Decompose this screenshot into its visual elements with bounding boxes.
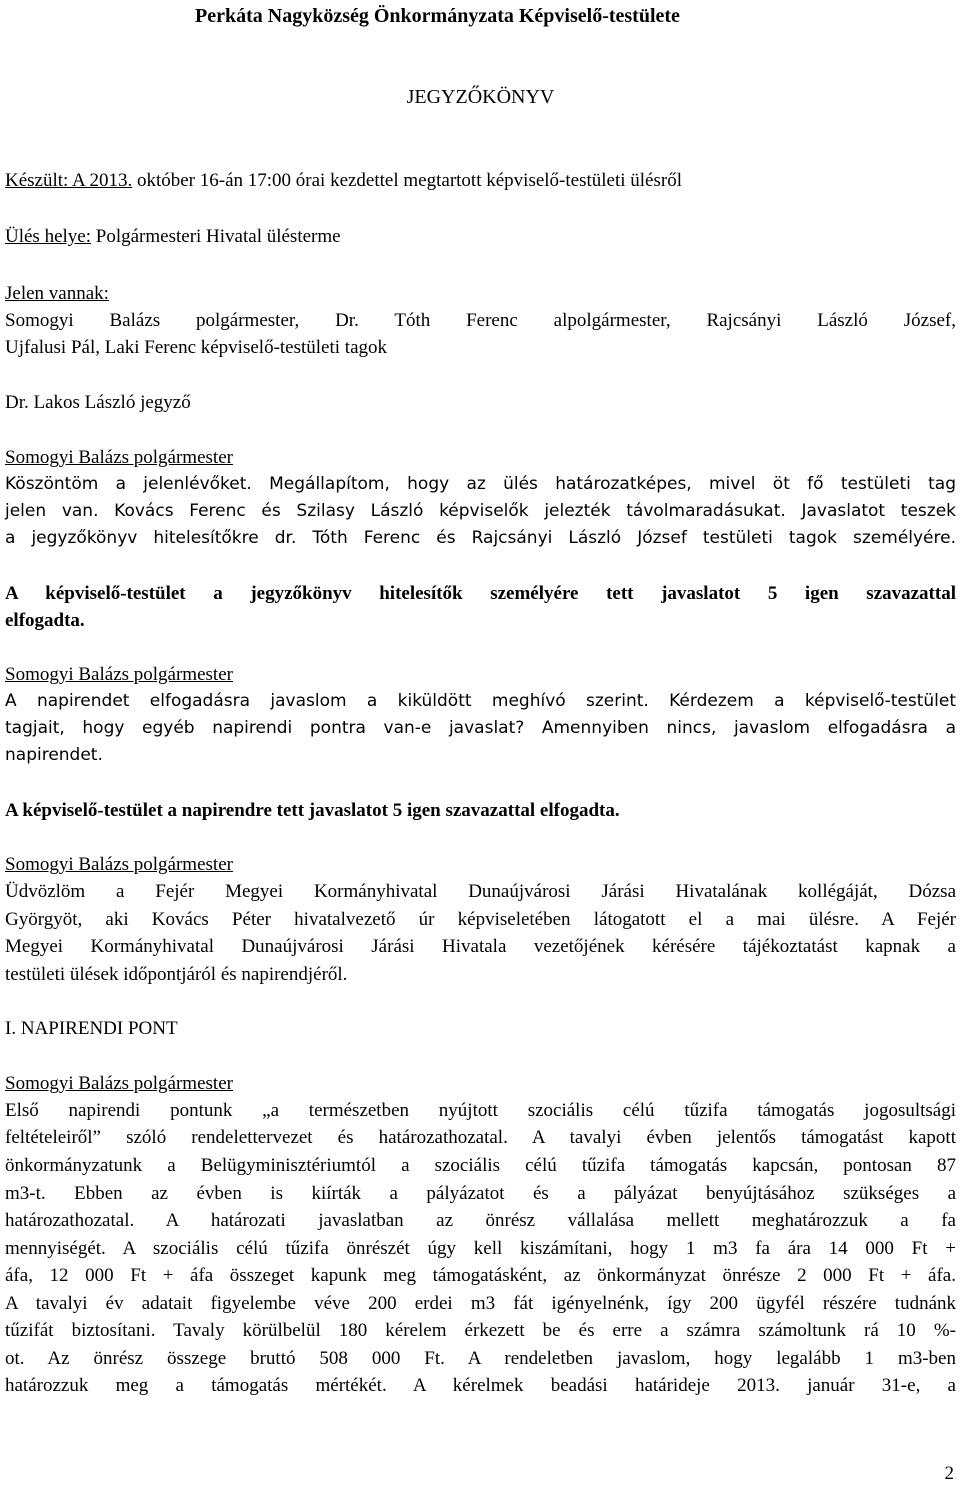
section-heading: I. NAPIRENDI PONT <box>5 1018 178 1039</box>
paragraph-line: ot. Az önrész összege bruttó 508 000 Ft. A rendeletben javaslom, hogy legalább 1 m3-ben <box>5 1348 956 1369</box>
decision-line: A képviselő-testület a jegyzőkönyv hitelesítők személyére tett javaslatot 5 igen szavazattal <box>5 583 956 604</box>
paragraph-line: A tavalyi év adatait figyelembe véve 200 erdei m3 fát igényelnénk, így 200 ügyfél részére tudnánk <box>5 1293 956 1314</box>
created-line <box>5 167 956 194</box>
paragraph-line: jelen van. Kovács Ferenc és Szilasy László képviselők jelezték távolmaradásukat. Javaslatot teszek <box>5 501 956 521</box>
paragraph-line: önkormányzatunk a Belügyminisztériumtól a szociális célú tűzifa támogatás kapcsán, pontosan 87 <box>5 1155 956 1176</box>
decision-line: elfogadta. <box>5 610 85 631</box>
paragraph-line: napirendet. <box>5 745 103 765</box>
paragraph-line: határozzuk meg a támogatás mértékét. A kérelmek beadási határideje 2013. január 31-e, a <box>5 1375 956 1396</box>
speaker-heading: Somogyi Balázs polgármester <box>5 664 233 685</box>
document-header: Perkáta Nagyközség Önkormányzata Képviselő-testülete <box>195 5 680 27</box>
paragraph-line: áfa, 12 000 Ft + áfa összeget kapunk meg támogatásként, az önkormányzat önrésze 2 000 Ft + áfa. <box>5 1265 956 1286</box>
venue-line <box>5 223 956 250</box>
attendees-line: Somogyi Balázs polgármester, Dr. Tóth Ferenc alpolgármester, Rajcsányi László József, <box>5 310 956 331</box>
notary-line: Dr. Lakos László jegyző <box>5 392 191 413</box>
paragraph-line: A napirendet elfogadásra javaslom a kiküldött meghívó szerint. Kérdezem a képviselő-testület <box>5 691 956 711</box>
paragraph-line: feltételeiről” szóló rendelettervezet és határozathozatal. A tavalyi évben jelentős támogatást kapott <box>5 1127 956 1148</box>
paragraph-line: Megyei Kormányhivatal Dunaújvárosi Járási Hivatala vezetőjének kérésére tájékoztatást kapnak a <box>5 936 956 957</box>
document-title: JEGYZŐKÖNYV <box>406 86 555 108</box>
paragraph-line: testületi ülések időpontjáról és napirendjéről. <box>5 964 348 985</box>
paragraph-line: határozathozatal. A határozati javaslatban az önrész vállalása mellett meghatározzuk a fa <box>5 1210 956 1231</box>
paragraph-line: Köszöntöm a jelenlévőket. Megállapítom, hogy az ülés határozatképes, mivel öt fő testületi tag <box>5 474 956 494</box>
created-label: Készült: A 2013. <box>5 170 133 191</box>
paragraph-line: mennyiségét. A szociális célú tűzifa önrészét úgy kell kiszámítani, hogy 1 m3 fa ára 14 000 Ft + <box>5 1238 956 1259</box>
paragraph-line: Első napirendi pontunk „a természetben nyújtott szociális célú tűzifa támogatás jogosultsági <box>5 1100 956 1121</box>
paragraph-line: tűzifát biztosítani. Tavaly körülbelül 180 kérelem érkezett be és erre a számra számoltunk rá 10 %- <box>5 1320 956 1341</box>
paragraph-line: Györgyöt, aki Kovács Péter hivatalvezető úr képviseletében látogatott el a mai ülésre. A Fejér <box>5 909 956 930</box>
paragraph-line: m3-t. Ebben az évben is kiírták a pályázatot és a pályázat benyújtásához szükséges a <box>5 1183 956 1204</box>
speaker-heading: Somogyi Balázs polgármester <box>5 854 233 875</box>
speaker-heading: Somogyi Balázs polgármester <box>5 447 233 468</box>
created-text: október 16-án 17:00 órai kezdettel megtartott képviselő-testületi ülésről <box>132 170 682 191</box>
paragraph-line: a jegyzőkönyv hitelesítőkre dr. Tóth Ferenc és Rajcsányi László József testületi tagok személyére. <box>5 528 956 548</box>
attendees-line: Ujfalusi Pál, Laki Ferenc képviselő-testületi tagok <box>5 337 388 358</box>
venue-label: Ülés helye: <box>5 226 92 247</box>
attendees-label: Jelen vannak: <box>5 283 109 304</box>
paragraph-line: Üdvözlöm a Fejér Megyei Kormányhivatal Dunaújvárosi Járási Hivatalának kollégáját, Dózsa <box>5 881 956 902</box>
speaker-heading: Somogyi Balázs polgármester <box>5 1073 233 1094</box>
page-number: 2 <box>944 1463 954 1484</box>
decision-line: A képviselő-testület a napirendre tett javaslatot 5 igen szavazattal elfogadta. <box>5 800 620 821</box>
venue-text: Polgármesteri Hivatal ülésterme <box>91 226 341 247</box>
paragraph-line: tagjait, hogy egyéb napirendi pontra van-e javaslat? Amennyiben nincs, javaslom elfogadásra a <box>5 718 956 738</box>
